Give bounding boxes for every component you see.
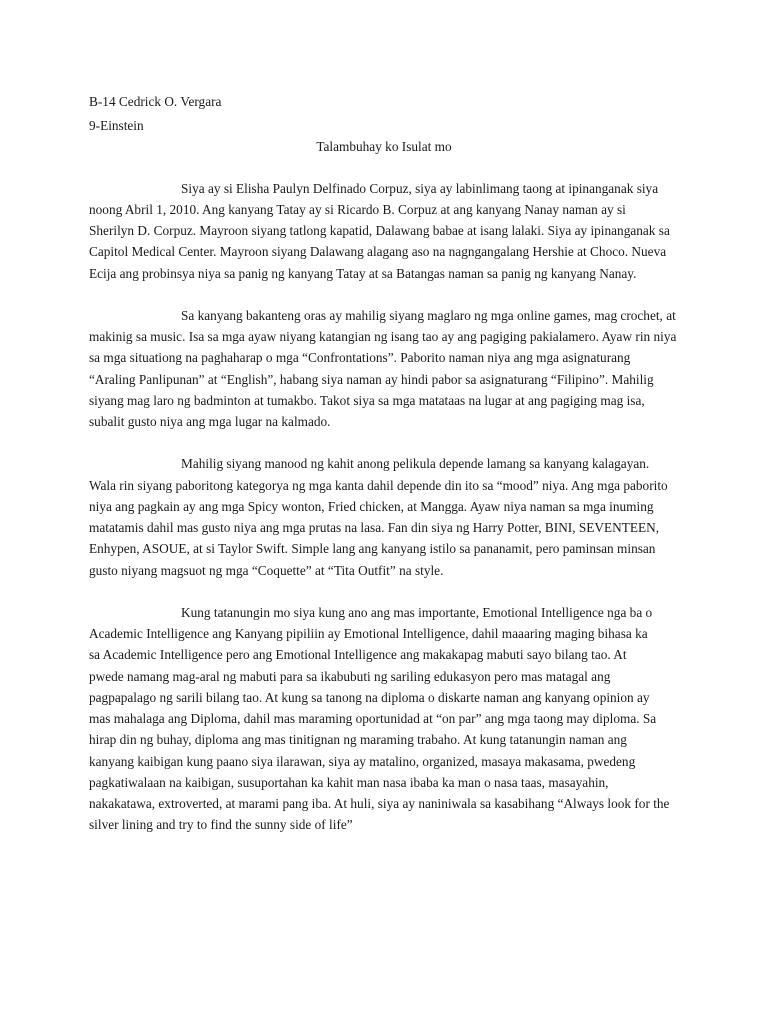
paragraph-line: Mahilig siyang manood ng kahit anong pelikula depende lamang sa kanyang kalagayan.	[181, 456, 650, 471]
paragraph-line: noong Abril 1, 2010. Ang kanyang Tatay ay si Ricardo B. Corpuz at ang kanyang Nanay naman ay si	[89, 202, 626, 217]
paragraph-line: Enhypen, ASOUE, at si Taylor Swift. Simple lang ang kanyang istilo sa pananamit, pero paminsan minsan	[89, 541, 656, 556]
paragraph-line: hirap din ng buhay, diploma ang mas tinitignan ng maraming trabaho. At kung tatanungin naman ang	[89, 732, 627, 747]
paragraph-line: pagpapalago ng sarili bilang tao. At kung sa tanong na diploma o diskarte naman ang kanyang opinion ay	[89, 690, 650, 705]
paragraph-line: Sherilyn D. Corpuz. Mayroon siyang tatlong kapatid, Dalawang babae at isang lalaki. Siya ay ipinanganak sa	[89, 223, 670, 238]
paragraph-line: nakakatawa, extroverted, at marami pang iba. At huli, siya ay naniniwala sa kasabihang “Always look for the	[89, 796, 670, 811]
paragraph-line: “Araling Panlipunan” at “English”, habang siya naman ay hindi pabor sa asignaturang “Filipino”. Mahilig	[89, 372, 654, 387]
paragraph-line: matatamis dahil mas gusto niya ang mga prutas na lasa. Fan din siya ng Harry Potter, BINI, SEVENTEEN,	[89, 520, 660, 535]
paragraph-line: Academic Intelligence ang Kanyang pipiliin ay Emotional Intelligence, dahil maaaring maging bihasa ka	[89, 626, 648, 641]
paragraph-line: makinig sa music. Isa sa mga ayaw niyang katangian ng isang tao ay ang pagiging pakialamero. Ayaw rin niya	[89, 329, 677, 344]
paragraph-line: siyang mag laro ng badminton at tumakbo. Takot siya sa mga matataas na lugar at ang pagiging mag isa,	[89, 393, 645, 408]
paragraph-line: sa mga situationg na paghaharap o mga “Confrontations”. Paborito naman niya ang mga asignaturang	[89, 350, 631, 365]
paragraph-line: kanyang kaibigan kung paano siya ilarawan, siya ay matalino, organized, masaya makasama, pwedeng	[89, 754, 636, 769]
paragraph-line: silver lining and try to find the sunny side of life”	[89, 817, 353, 832]
document-title: Talambuhay ko Isulat mo	[316, 139, 452, 154]
paragraph-line: Siya ay si Elisha Paulyn Delfinado Corpuz, siya ay labinlimang taong at ipinanganak siya	[181, 181, 659, 196]
section-line: 9-Einstein	[89, 118, 144, 133]
paragraph-line: Kung tatanungin mo siya kung ano ang mas importante, Emotional Intelligence nga ba o	[181, 605, 653, 620]
paragraph-line: Wala rin siyang paboritong kategorya ng mga kanta dahil depende din ito sa “mood” niya. Ang mga paborito	[89, 478, 668, 493]
paragraph-line: pagkatiwalaan na kaibigan, susuportahan ka kahit man nasa ibaba ka man o nasa taas, masayahin,	[89, 775, 609, 790]
paragraph-line: sa Academic Intelligence pero ang Emotional Intelligence ang makakapag mabuti sayo bilang tao. At	[89, 647, 627, 662]
paragraph-line: niya ang pagkain ay ang mga Spicy wonton, Fried chicken, at Mangga. Ayaw niya naman sa mga inuming	[89, 499, 654, 514]
paragraph-line: Sa kanyang bakanteng oras ay mahilig siyang maglaro ng mga online games, mag crochet, at	[181, 308, 676, 323]
paragraph-line: gusto niyang magsuot ng mga “Coquette” at “Tita Outfit” na style.	[89, 563, 444, 578]
paragraph-line: Capitol Medical Center. Mayroon siyang Dalawang alagang aso na nagngangalang Hershie at Choco. Nueva	[89, 244, 667, 259]
paragraph-line: mas mahalaga ang Diploma, dahil mas maraming oportunidad at “on par” ang mga taong may diploma. Sa	[89, 711, 657, 726]
paragraph-line: pwede namang mag-aral ng mabuti para sa ikabubuti ng sariling edukasyon pero mas matagal ang	[89, 669, 611, 684]
paragraph-line: Ecija ang probinsya niya sa panig ng kanyang Tatay at sa Batangas naman sa panig ng kanyang Nanay.	[89, 266, 637, 281]
student-name-line: B-14 Cedrick O. Vergara	[89, 94, 222, 109]
paragraph-line: subalit gusto niya ang mga lugar na kalmado.	[89, 414, 331, 429]
